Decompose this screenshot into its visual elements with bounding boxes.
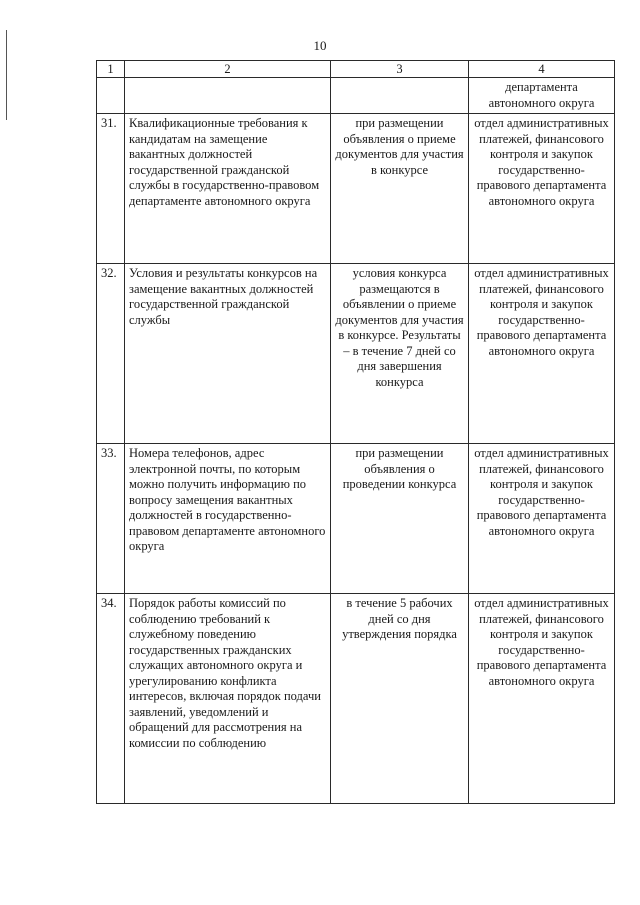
header-cell-4: 4 <box>469 61 615 78</box>
header-cell-2: 2 <box>125 61 331 78</box>
deadline-cell: при размещении объявления о проведении конкурса <box>331 444 469 594</box>
responsible-cell: департамента автономного округа <box>469 78 615 114</box>
responsible-cell: отдел административных платежей, финансового контроля и закупок государственно-правового департамента автономного округа <box>469 444 615 594</box>
document-table <box>96 60 615 804</box>
table-row <box>97 264 615 444</box>
page-number: 10 <box>313 38 327 53</box>
responsible-cell: отдел административных платежей, финансового контроля и закупок государственно-правового департамента автономного округа <box>469 594 615 804</box>
name-cell <box>125 78 331 114</box>
deadline-cell: условия конкурса размещаются в объявлении о приеме документов для участия в конкурсе. Результаты – в течение 7 дней со дня завершения конкурса <box>331 264 469 444</box>
row-number-cell <box>97 78 125 114</box>
row-number-cell: 32. <box>97 264 125 444</box>
table-row <box>97 594 615 804</box>
header-cell-1: 1 <box>97 61 125 78</box>
deadline-cell: в течение 5 рабочих дней со дня утверждения порядка <box>331 594 469 804</box>
deadline-cell <box>331 78 469 114</box>
deadline-cell: при размещении объявления о приеме документов для участия в конкурсе <box>331 114 469 264</box>
row-number-cell: 34. <box>97 594 125 804</box>
row-number-cell: 31. <box>97 114 125 264</box>
header-cell-3: 3 <box>331 61 469 78</box>
name-cell: Условия и результаты конкурсов на замещение вакантных должностей государственной гражданской службы <box>125 264 331 444</box>
responsible-cell: отдел административных платежей, финансового контроля и закупок государственно-правового департамента автономного округа <box>469 264 615 444</box>
table-row-continuation <box>97 78 615 114</box>
name-cell: Квалификационные требования к кандидатам на замещение вакантных должностей государственной гражданской службы в государственно-правовом департаменте автономного округа <box>125 114 331 264</box>
table-row <box>97 444 615 594</box>
row-number-cell: 33. <box>97 444 125 594</box>
name-cell: Номера телефонов, адрес электронной почты, по которым можно получить информацию по вопросу замещения вакантных должностей в государственно-правовом департаменте автономного округа <box>125 444 331 594</box>
name-cell: Порядок работы комиссий по соблюдению требований к служебному поведению государственных гражданских служащих автономного округа и урегулированию конфликта интересов, включая порядок подачи заявлений, уведомлений и обращений для рассмотрения на комиссии по соблюдению <box>125 594 331 804</box>
responsible-cell: отдел административных платежей, финансового контроля и закупок государственно-правового департамента автономного округа <box>469 114 615 264</box>
table-row <box>97 114 615 264</box>
table-header-row <box>97 61 615 78</box>
